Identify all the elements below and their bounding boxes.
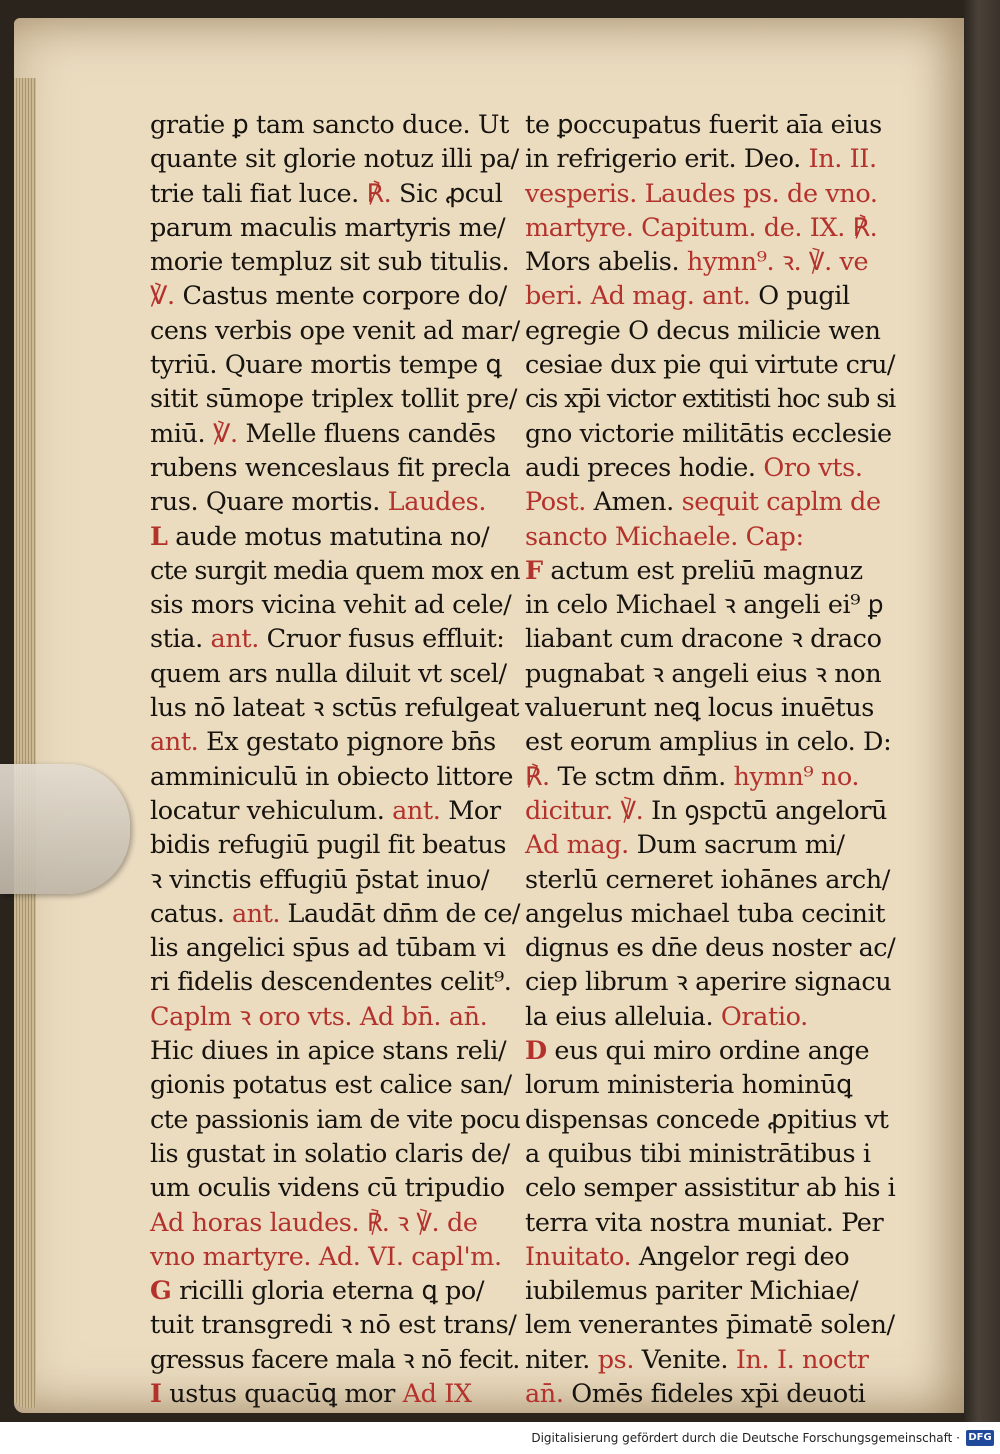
text-line <box>525 485 895 519</box>
text-segment: celo semper assistitur ab his i <box>525 1173 896 1204</box>
text-segment: quem ars nulla diluit vt scel/ <box>150 658 507 689</box>
text-segment: ri fidelis descendentes celit⁹. <box>150 967 512 998</box>
rubric-text: ps. <box>597 1344 635 1375</box>
text-line <box>150 691 520 725</box>
rubricated-initial: L <box>150 521 168 552</box>
text-line <box>525 108 895 142</box>
text-segment: Venite. <box>634 1344 736 1375</box>
text-segment: Laudāt dn̄m de ce/ <box>279 898 520 929</box>
text-segment: Cruor fusus effluit: <box>258 624 505 655</box>
text-line <box>150 828 520 862</box>
text-segment: cens verbis ope venit ad mar/ <box>150 315 520 346</box>
funding-credit: Digitalisierung gefördert durch die Deutsche Forschungsgemeinschaft · <box>531 1431 960 1445</box>
rubric-text: Post. <box>525 487 586 518</box>
text-segment: iubilemus pariter Michiae/ <box>525 1276 859 1307</box>
text-segment: bidis refugiū pugil fit beatus <box>150 830 507 861</box>
rubric-text: vno martyre. Ad. VI. capl'm. <box>150 1241 502 1272</box>
text-line <box>150 1377 520 1411</box>
text-line <box>150 863 520 897</box>
text-line <box>525 828 895 862</box>
rubric-text: ant. <box>150 727 199 758</box>
text-segment: Sic ꝓcul <box>391 178 503 209</box>
text-segment: cte surgit media quem mox en <box>150 555 520 586</box>
rubric-text: an̄. <box>525 1378 564 1409</box>
text-segment: ustus quacūꝗ mor <box>161 1378 403 1409</box>
text-segment: Mors abelis. <box>525 247 687 278</box>
text-line <box>150 1343 520 1377</box>
text-line <box>150 554 520 588</box>
text-line <box>525 691 895 725</box>
text-segment: cesiae dux pie qui virtute cru/ <box>525 350 895 381</box>
footer-bar <box>0 1422 1000 1454</box>
text-line <box>525 794 895 828</box>
text-segment: gratie ꝑ tam sancto duce. Ut <box>150 110 509 140</box>
text-segment: actum est preliū magnuz <box>542 555 863 586</box>
rubric-text: ant. <box>231 898 280 929</box>
text-line <box>150 1034 520 1068</box>
text-segment: Ex gestato pignore bn̄s <box>198 727 496 758</box>
text-segment: um oculis videns cū tripudio <box>150 1173 505 1204</box>
text-line <box>525 211 895 245</box>
text-line <box>150 725 520 759</box>
rubric-text: ant. <box>392 795 441 826</box>
text-line <box>150 142 520 176</box>
text-line <box>525 760 895 794</box>
text-line <box>150 794 520 828</box>
rubric-text: dicitur. ℣. <box>525 795 644 826</box>
rubric-text: In. I. noctr <box>735 1344 869 1375</box>
text-segment: Te sctm dn̄m. <box>549 761 734 792</box>
rubric-text: martyre. Capitum. de. IX. ℟. <box>525 212 878 243</box>
text-line <box>150 657 520 691</box>
text-segment: catus. <box>150 898 232 929</box>
text-segment: sitit sūmope triplex tollit pre/ <box>150 384 518 415</box>
text-segment: eus qui miro ordine ange <box>546 1036 870 1067</box>
dfg-logo: DFG <box>966 1430 994 1446</box>
rubricated-initial: I <box>150 1378 162 1409</box>
rubric-text: ℟. <box>525 761 550 792</box>
text-line <box>525 1308 895 1342</box>
text-segment: tyriū. Quare mortis tempe ꝗ <box>150 350 502 381</box>
text-line <box>150 279 520 313</box>
text-segment: lorum ministeria hominūꝗ <box>525 1070 852 1101</box>
rubric-text: hymn⁹. ꝛ. ℣. ve <box>686 247 869 278</box>
text-line <box>525 382 895 416</box>
page-edges <box>14 78 36 1408</box>
text-line <box>150 588 520 622</box>
text-line <box>525 245 895 279</box>
text-line <box>150 211 520 245</box>
text-line <box>150 1103 520 1137</box>
text-line <box>150 108 520 142</box>
text-line <box>525 1137 895 1171</box>
text-line <box>150 245 520 279</box>
text-line <box>525 863 895 897</box>
text-line <box>525 1343 895 1377</box>
text-line <box>150 622 520 656</box>
binding-edge <box>964 0 1000 1422</box>
rubric-text: beri. Ad mag. ant. <box>525 281 751 312</box>
text-line <box>525 588 895 622</box>
text-segment: lus nō lateat ꝛ sctūs refulgeat <box>150 693 520 724</box>
rubric-text: vesperis. Laudes ps. de vno. <box>525 178 878 209</box>
text-line <box>150 1068 520 1102</box>
text-line <box>150 1274 520 1308</box>
text-line <box>525 1034 895 1068</box>
text-line <box>150 1240 520 1274</box>
text-line <box>525 554 895 588</box>
rubricated-initial: F <box>525 555 543 586</box>
text-segment: parum maculis martyris me/ <box>150 212 506 243</box>
text-segment: gno victorie militātis ecclesie <box>525 418 892 449</box>
text-line <box>525 1377 895 1411</box>
text-line <box>525 1171 895 1205</box>
text-line <box>525 314 895 348</box>
rubric-text: ℣. <box>212 418 238 449</box>
text-segment: a quibus tibi ministrātibus i <box>525 1138 871 1169</box>
text-line <box>525 1274 895 1308</box>
text-segment: amminiculū in obiecto littore <box>150 761 514 792</box>
text-segment: Angelor regi deo <box>631 1241 850 1272</box>
text-line <box>525 897 895 931</box>
text-segment: la eius alleluia. <box>525 1001 721 1032</box>
text-line <box>150 314 520 348</box>
text-line <box>150 760 520 794</box>
text-segment: dispensas concede ꝓpitius vt <box>525 1104 889 1135</box>
text-line <box>150 965 520 999</box>
text-segment: lem venerantes p̄imatē solen/ <box>525 1310 895 1341</box>
text-segment: O pugil <box>750 281 850 312</box>
text-segment: Amen. <box>585 487 682 518</box>
text-line <box>525 965 895 999</box>
text-line <box>525 725 895 759</box>
text-segment: dignus es dn̄e deus noster ac/ <box>525 933 896 964</box>
rubric-text: Caplm ꝛ oro vts. Ad bn̄. an̄. <box>150 1001 488 1032</box>
clasp-shape <box>0 764 130 894</box>
text-line <box>150 348 520 382</box>
text-segment: stia. <box>150 624 211 655</box>
rubric-text: Ad mag. <box>525 830 629 861</box>
text-line <box>150 1137 520 1171</box>
text-segment: angelus michael tuba cecinit <box>525 898 886 929</box>
text-line <box>525 142 895 176</box>
text-segment: liabant cum dracone ꝛ draco <box>525 624 882 655</box>
rubricated-initial: G <box>150 1276 172 1307</box>
rubric-text: ant. <box>210 624 259 655</box>
text-line <box>150 451 520 485</box>
text-line <box>150 1308 520 1342</box>
text-segment: valuerunt neꝗ locus inuētus <box>525 693 874 724</box>
text-line <box>525 1000 895 1034</box>
rubric-text: In. II. <box>808 144 877 175</box>
text-segment: Melle fluens candēs <box>237 418 496 449</box>
text-line <box>525 520 895 554</box>
text-line <box>525 1206 895 1240</box>
text-line <box>525 657 895 691</box>
text-segment: lis gustat in solatio claris de/ <box>150 1138 510 1169</box>
text-segment: aude motus matutina no/ <box>167 521 490 552</box>
rubric-text: Oro vts. <box>763 452 863 483</box>
text-line <box>525 622 895 656</box>
text-segment: Castus mente corpore do/ <box>174 281 507 312</box>
text-segment: terra vita nostra muniat. Per <box>525 1207 884 1238</box>
text-line <box>525 279 895 313</box>
text-segment: ciep librum ꝛ aperire signacu <box>525 967 892 998</box>
text-segment: in refrigerio erit. Deo. <box>525 144 809 175</box>
text-segment: Omēs fideles xp̄i deuoti <box>563 1378 866 1409</box>
text-line <box>150 1000 520 1034</box>
text-segment: in celo Michael ꝛ angeli ei⁹ ꝑ <box>525 590 884 621</box>
text-line <box>525 1103 895 1137</box>
rubric-text: Ad IX <box>402 1378 472 1409</box>
text-line <box>525 1068 895 1102</box>
rubric-text: hymn⁹ no. <box>733 761 860 792</box>
text-line <box>150 520 520 554</box>
rubric-text: sequit caplm de <box>681 487 881 518</box>
text-line <box>525 1240 895 1274</box>
text-line <box>525 931 895 965</box>
text-segment: cte passionis iam de vite pocu <box>150 1104 521 1135</box>
rubric-text: ℣. <box>150 281 175 312</box>
text-segment: cis xp̄i victor extitisti hoc sub si <box>525 384 896 415</box>
rubric-text: Laudes. <box>387 487 487 518</box>
text-segment: egregie O decus milicie wen <box>525 315 881 346</box>
text-segment: In ꝯspctū angelorū <box>643 795 888 826</box>
text-segment: ꝛ vinctis effugiū p̄stat inuo/ <box>150 864 490 895</box>
text-segment: rubens wenceslaus fit precla <box>150 452 511 483</box>
text-segment: gressus facere mala ꝛ nō fecit. <box>150 1344 520 1375</box>
text-line <box>150 177 520 211</box>
text-line <box>150 485 520 519</box>
text-segment: trie tali fiat luce. <box>150 178 367 209</box>
rubricated-initial: D <box>525 1036 547 1067</box>
rubric-text: Cap: <box>745 521 804 552</box>
text-segment: sterlū cerneret iohānes arch/ <box>525 864 890 895</box>
text-line <box>150 382 520 416</box>
text-segment: audi preces hodie. <box>525 452 764 483</box>
left-text-column <box>150 108 520 1411</box>
text-line <box>150 897 520 931</box>
rubric-text: sancto Michaele. <box>525 521 738 552</box>
text-segment: pugnabat ꝛ angeli eius ꝛ non <box>525 658 882 689</box>
text-segment: rus. Quare mortis. <box>150 487 388 518</box>
right-text-column <box>525 108 895 1411</box>
text-line <box>525 451 895 485</box>
text-line <box>525 177 895 211</box>
text-segment: Dum sacrum mi/ <box>628 830 845 861</box>
text-segment: ricilli gloria eterna ꝗ po/ <box>171 1276 485 1307</box>
text-segment: quante sit glorie notuz illi pa/ <box>150 144 519 175</box>
text-segment <box>738 522 746 552</box>
text-line <box>150 931 520 965</box>
text-line <box>525 348 895 382</box>
rubric-text: Inuitato. <box>525 1241 632 1272</box>
rubric-text: Oratio. <box>720 1001 808 1032</box>
text-segment: est eorum amplius in celo. D: <box>525 727 892 758</box>
text-segment: morie templuz sit sub titulis. <box>150 247 510 278</box>
text-segment: Mor <box>440 795 501 826</box>
text-line <box>150 1171 520 1205</box>
text-segment: niter. <box>525 1344 598 1375</box>
text-segment: lis angelici sp̄us ad tūbam vi <box>150 933 506 964</box>
text-segment: miū. <box>150 418 213 449</box>
text-line <box>525 417 895 451</box>
rubric-text: Ad horas laudes. ℟. ꝛ ℣. de <box>150 1207 478 1238</box>
text-segment: locatur vehiculum. <box>150 795 393 826</box>
text-segment: sis mors vicina vehit ad cele/ <box>150 590 512 621</box>
rubric-text: ℟. <box>366 178 392 209</box>
text-line <box>150 417 520 451</box>
text-segment: Hic diues in apice stans reli/ <box>150 1036 507 1067</box>
text-segment: te ꝑoccupatus fuerit aīa eius <box>525 110 882 140</box>
text-segment: gionis potatus est calice san/ <box>150 1070 512 1101</box>
text-segment: tuit transgredi ꝛ nō est trans/ <box>150 1310 517 1341</box>
text-line <box>150 1206 520 1240</box>
